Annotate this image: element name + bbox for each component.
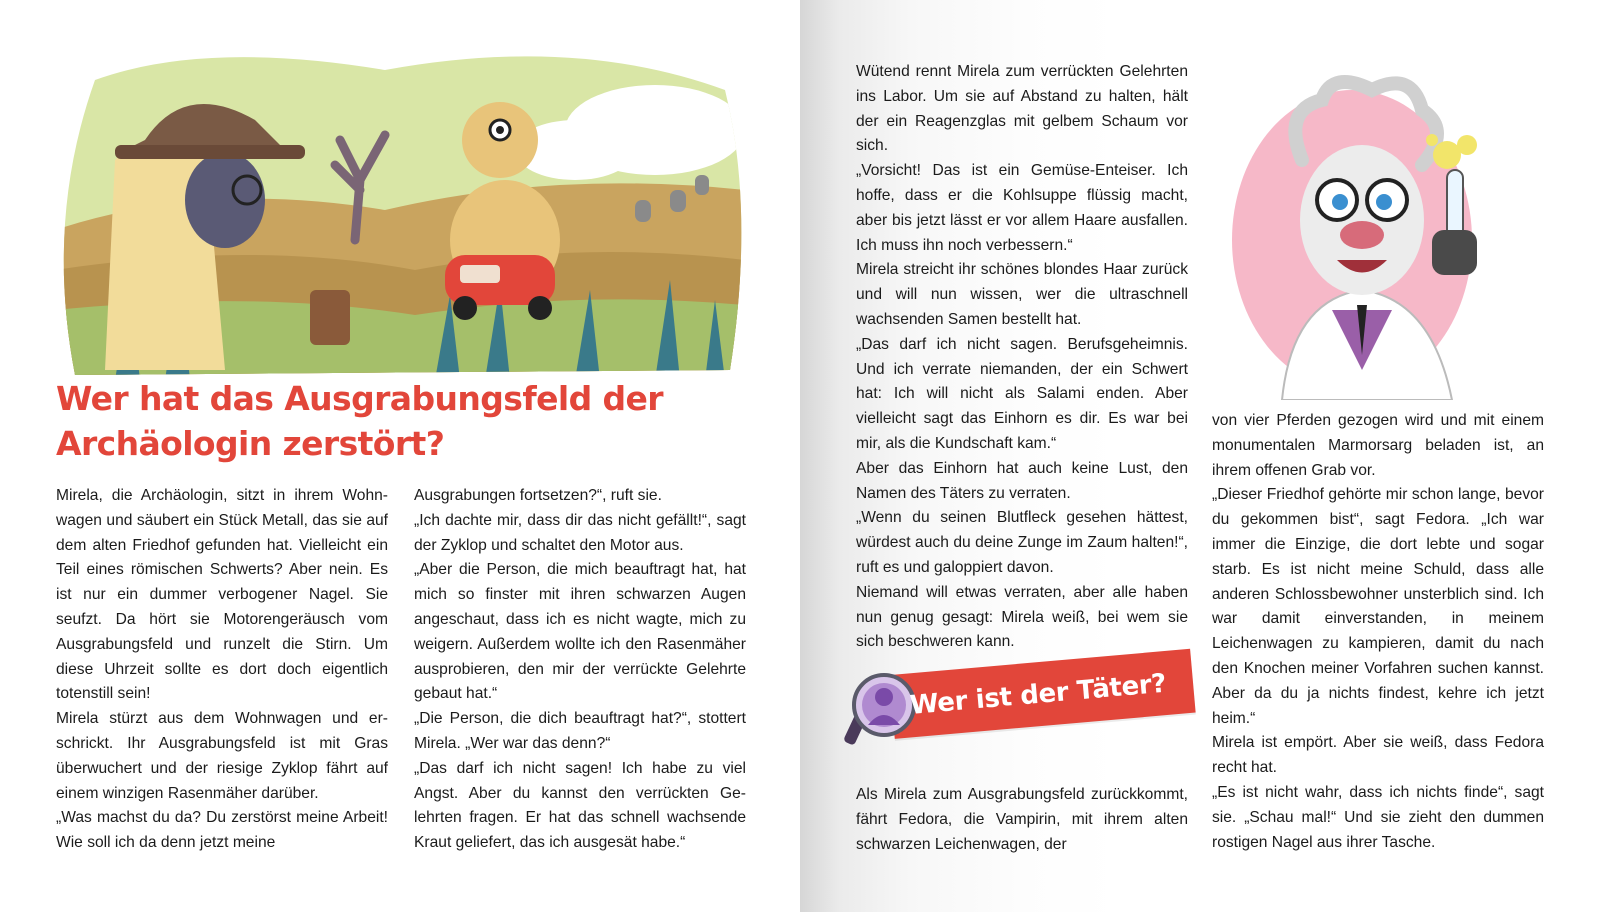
left-column-1 [56, 484, 388, 856]
paragraph: Niemand will etwas verraten, aber alle haben nun genug gesagt: Mirela weiß, bei wem sie sich beschweren kann. [856, 583, 1188, 651]
paragraph: „Das darf ich nicht sagen! Ich habe zu viel Angst. Aber du kannst den verrückten Gelehrten fragen. Er hat das schnell wachsende Kraut geliefert, das ich ausgesät habe.“ [414, 759, 746, 852]
culprit-question-banner [842, 665, 1194, 761]
paragraph: „Dieser Friedhof gehörte mir schon lange, bevor du gekommen bist“, sagt Fedora. „Ich war immer die Einzige, die dort lebte und sogar starb. Es ist nicht meine Schuld, dass alle anderen Schlossbewohner unsterblich sind. Ich war damit einverstanden, in meinem Leichenwagen zu kampieren, damit du nach den Knochen meiner Vorfahren suchen kannst. Aber da du ja nichts findest, kehre ich jetzt heim.“ [1212, 486, 1544, 727]
paragraph: „Ich dachte mir, dass dir das nicht gefällt!“, sagt der Zyklop und schaltet den Motor aus. [414, 511, 746, 554]
right-column-1-bottom [856, 783, 1188, 857]
story-title [56, 376, 756, 466]
paragraph: „Die Person, die dich beauftragt hat?“, stottert Mirela. „Wer war das denn?“ [414, 710, 746, 752]
paragraph: „Aber die Person, die mich beauftragt hat, hat mich so finster mit ihren schwarzen Augen angeschaut, dass ich es nicht wagte, mich zu weigern. Außerdem wollte ich den Rasenmäher ausprobieren, den mir der verrückte Gelehrte gebaut hat.“ [414, 561, 746, 703]
paragraph: Mirela streicht ihr schönes blondes Haar zurück und will nun wissen, wer die ultraschnell wachsenden Samen bestellt hat. [856, 261, 1188, 328]
right-column-2 [1212, 409, 1544, 855]
paragraph: Mirela stürzt aus dem Wohnwagen und erschrickt. Ihr Ausgrabungsfeld ist mit Gras überwuchert und der riesige Zyklop fährt auf einem winzigen Rasenmäher darüber. [56, 710, 388, 802]
excavation-field-illustration [55, 40, 745, 380]
paragraph: Aber das Einhorn hat auch keine Lust, den Namen des Täters zu verraten. [856, 459, 1188, 502]
paragraph: „Vorsicht! Das ist ein Gemüse-Enteiser. Ich hoffe, dass er die Kohlsuppe flüssig macht, aber bis jetzt lässt er vor allem Haare ausfallen. Ich muss ihn noch verbessern.“ [856, 162, 1188, 254]
left-column-2 [414, 484, 746, 856]
paragraph: Wütend rennt Mirela zum verrückten Gelehrten ins Labor. Um sie auf Abstand zu halten, hält der ein Reagenzglas mit gelbem Schaum vor sich. [856, 63, 1188, 155]
title-line-2: Archäologin zerstört? [56, 424, 445, 463]
paragraph: „Es ist nicht wahr, dass ich nichts finde“, sagt sie. „Schau mal!“ Und sie zieht den dummen rostigen Nagel aus ihrer Tasche. [1212, 783, 1544, 851]
paragraph: „Wenn du seinen Blutfleck gesehen hättest, würdest auch du deine Zunge im Zaum halten!“, ruft es und galoppiert davon. [856, 509, 1188, 576]
paragraph: Als Mirela zum Ausgrabungsfeld zurückkommt, fährt Fedora, die Vampirin, mit ihrem alten schwarzen Leichenwagen, der [856, 786, 1188, 853]
paragraph: von vier Pferden gezogen wird und mit einem monumentalen Marmorsarg beladen ist, an ihrem offenen Grab vor. [1212, 412, 1544, 479]
right-column-1 [856, 60, 1188, 655]
mad-scientist-illustration [1222, 70, 1522, 400]
paragraph: Mirela, die Archäologin, sitzt in ihrem Wohnwagen und säubert ein Stück Metall, das sie auf dem alten Friedhof gefunden hat. Vielleicht ein Teil eines römischen Schwerts? Aber nein. Es ist nur ein dummer verbogener Nagel. Sie seufzt. Da hört sie Motorengeräusch vom Ausgrabungsfeld und runzelt die Stirn. Um diese Uhrzeit sollte es dort doch eigentlich totenstill sein! [56, 487, 388, 703]
title-line-1: Wer hat das Ausgrabungsfeld der [56, 379, 663, 418]
banner-label: Wer ist der Täter? [908, 668, 1168, 721]
paragraph: Ausgrabungen fortsetzen?“, ruft sie. [414, 487, 662, 504]
paragraph: „Das darf ich nicht sagen. Berufsgeheimnis. Und ich verrate niemanden, der ein Schwert hat: Ich will nicht als Salami enden. Aber vielleicht sagt das Einhorn es dir. Es war bei mir, als die Kundschaft kam.“ [856, 335, 1188, 452]
paragraph: Mirela ist empört. Aber sie weiß, dass Fedora recht hat. [1212, 734, 1544, 777]
paragraph: „Was machst du da? Du zerstörst meine Arbeit! Wie soll ich da denn jetzt meine [56, 809, 388, 852]
